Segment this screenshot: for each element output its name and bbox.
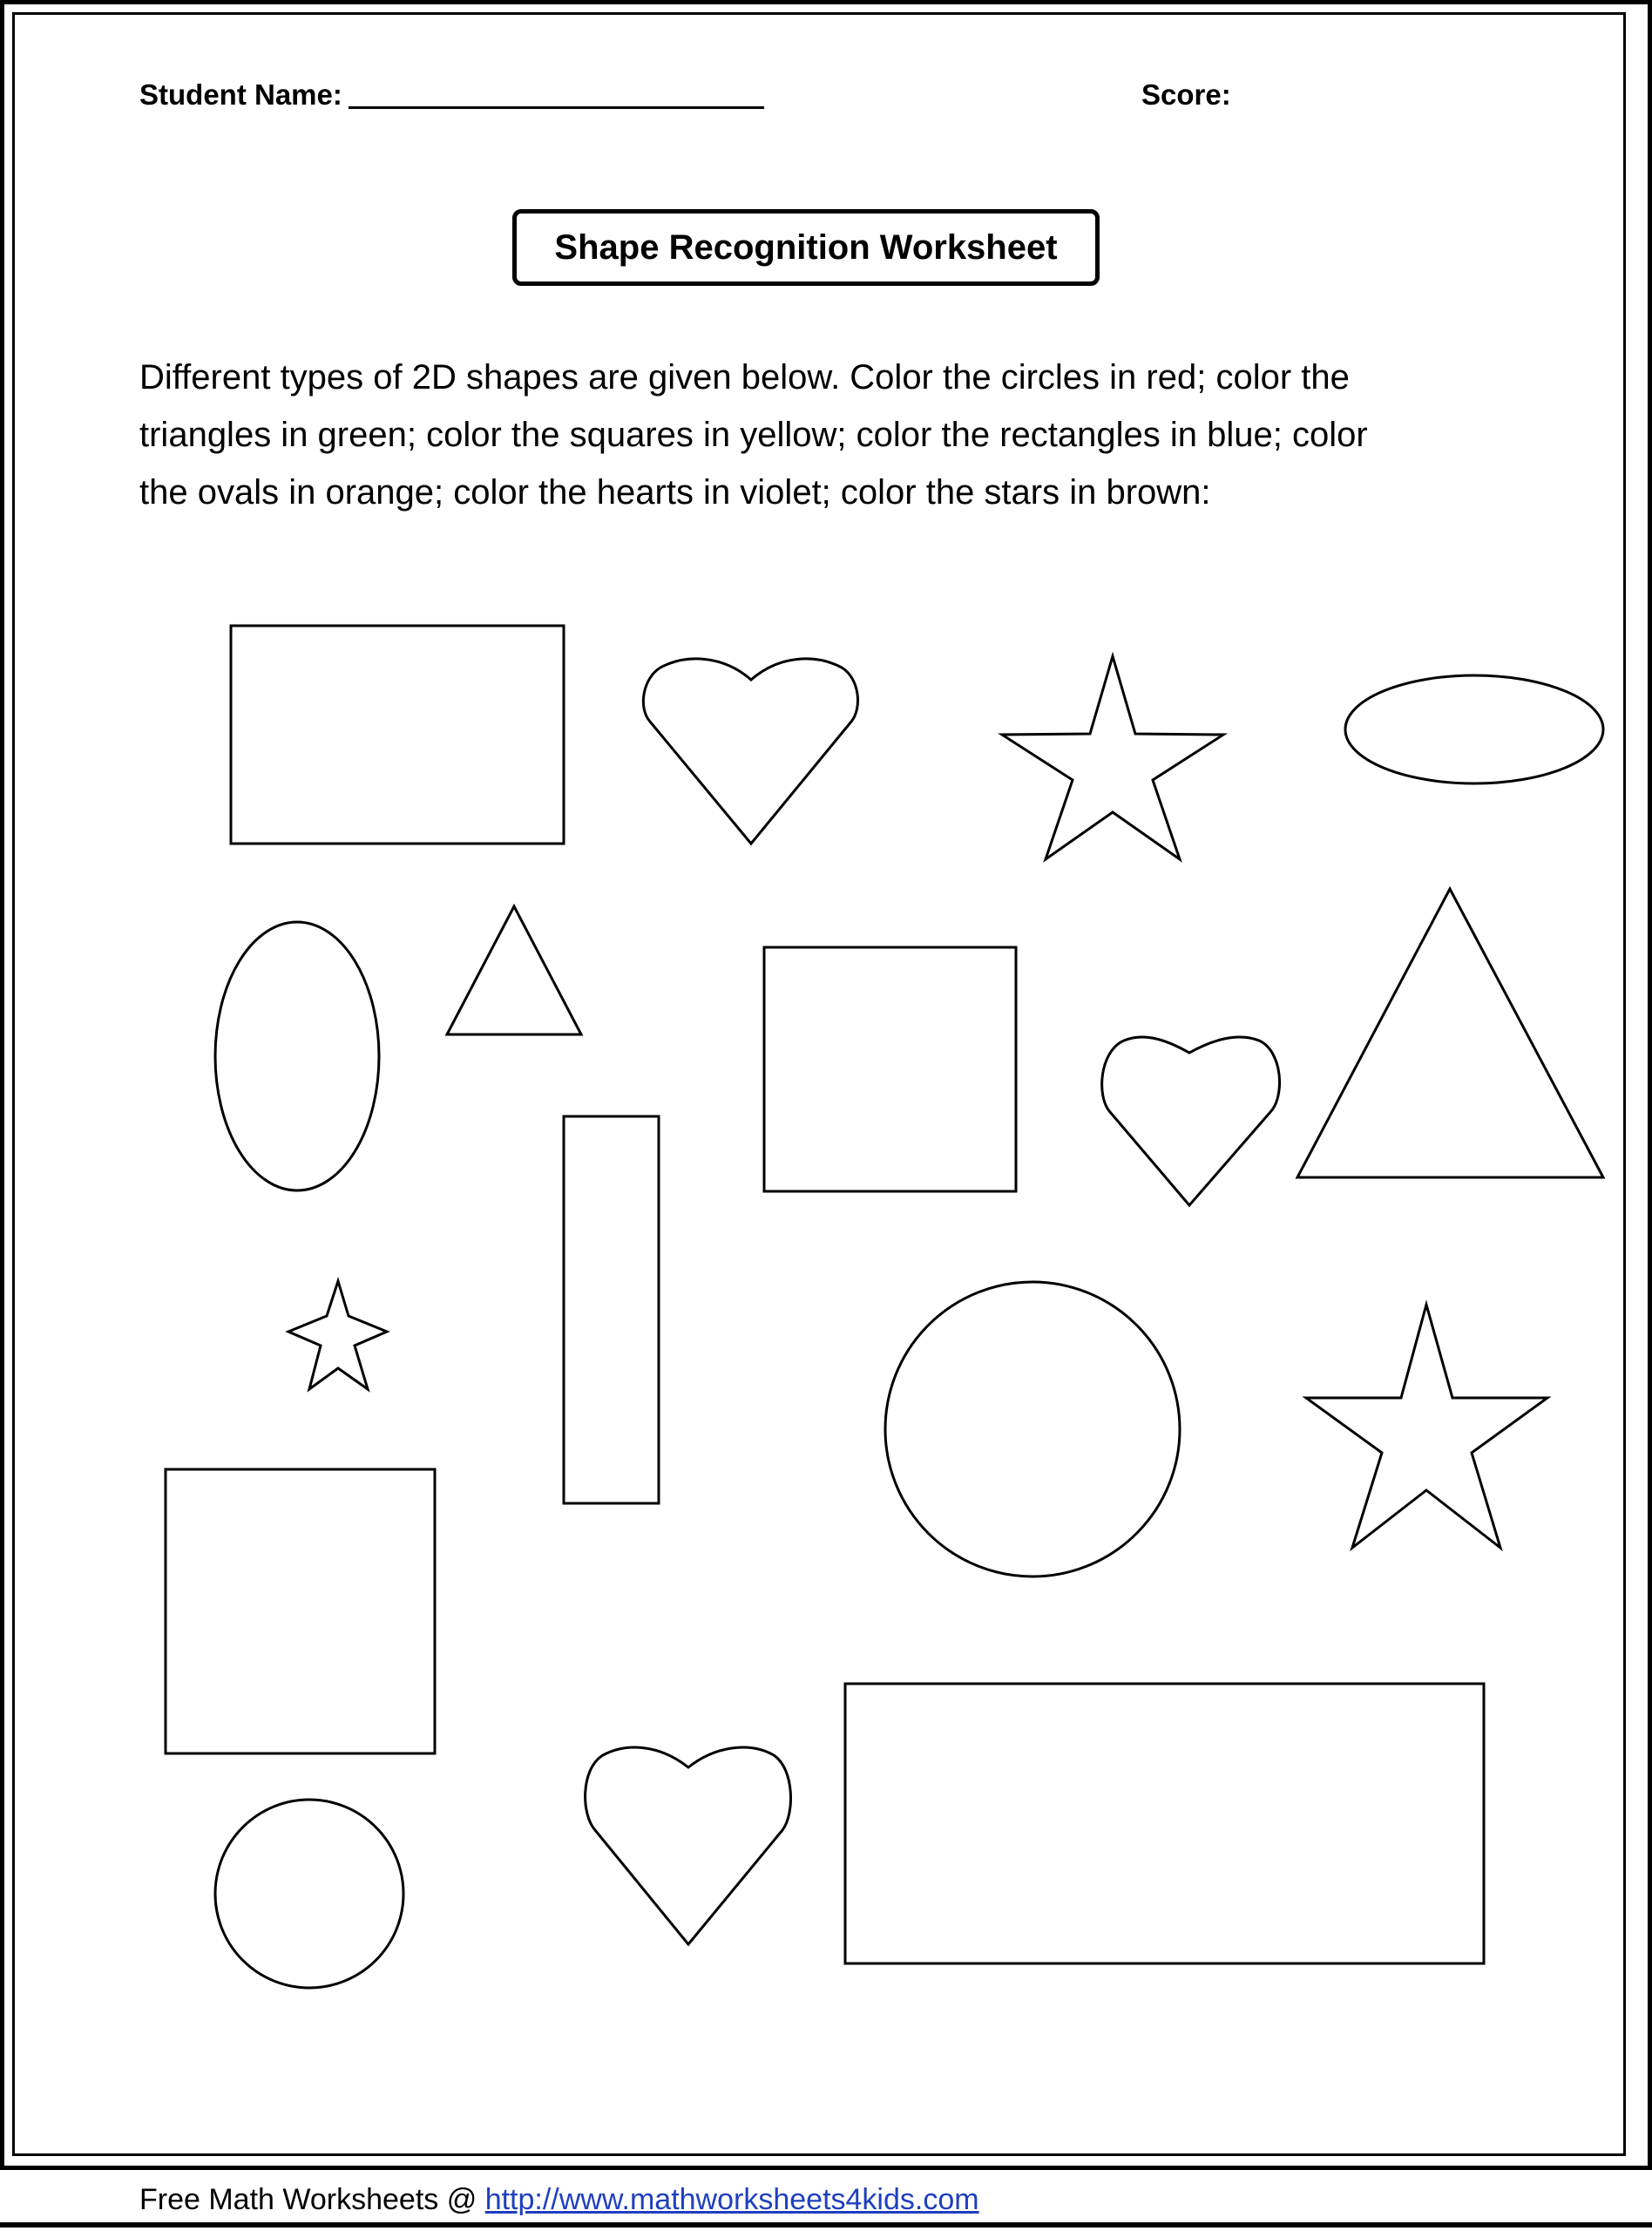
triangle-shape[interactable]	[1297, 889, 1603, 1177]
oval-shape[interactable]	[1345, 675, 1603, 783]
instruction-line: Different types of 2D shapes are given below. Color the circles in red; color the	[139, 358, 1350, 397]
bottom-rule	[0, 2222, 1652, 2228]
square-shape[interactable]	[166, 1469, 435, 1753]
heart-shape[interactable]	[1102, 1037, 1280, 1205]
score-label: Score:	[1141, 78, 1231, 111]
heart-shape[interactable]	[586, 1747, 791, 1944]
rectangle-shape[interactable]	[231, 626, 564, 844]
star-shape[interactable]	[288, 1281, 387, 1389]
instruction-line: triangles in green; color the squares in yellow; color the rectangles in blue; color	[139, 416, 1368, 454]
rectangle-shape[interactable]	[564, 1116, 659, 1503]
worksheet-title: Shape Recognition Worksheet	[512, 209, 1100, 286]
triangle-shape[interactable]	[447, 906, 581, 1034]
oval-shape[interactable]	[215, 922, 379, 1190]
footer	[139, 2183, 979, 2217]
instruction-line: the ovals in orange; color the hearts in violet; color the stars in brown:	[139, 473, 1211, 512]
square-shape[interactable]	[764, 947, 1016, 1191]
rectangle-shape[interactable]	[845, 1684, 1484, 1963]
star-shape[interactable]	[1306, 1305, 1547, 1548]
footer-text: Free Math Worksheets @	[139, 2183, 485, 2216]
star-shape[interactable]	[1002, 656, 1223, 859]
circle-shape[interactable]	[885, 1282, 1180, 1577]
student-name-label: Student Name:	[139, 78, 342, 111]
circle-shape[interactable]	[215, 1800, 403, 1988]
footer-link[interactable]: http://www.mathworksheets4kids.com	[484, 2183, 979, 2216]
heart-shape[interactable]	[643, 659, 857, 844]
